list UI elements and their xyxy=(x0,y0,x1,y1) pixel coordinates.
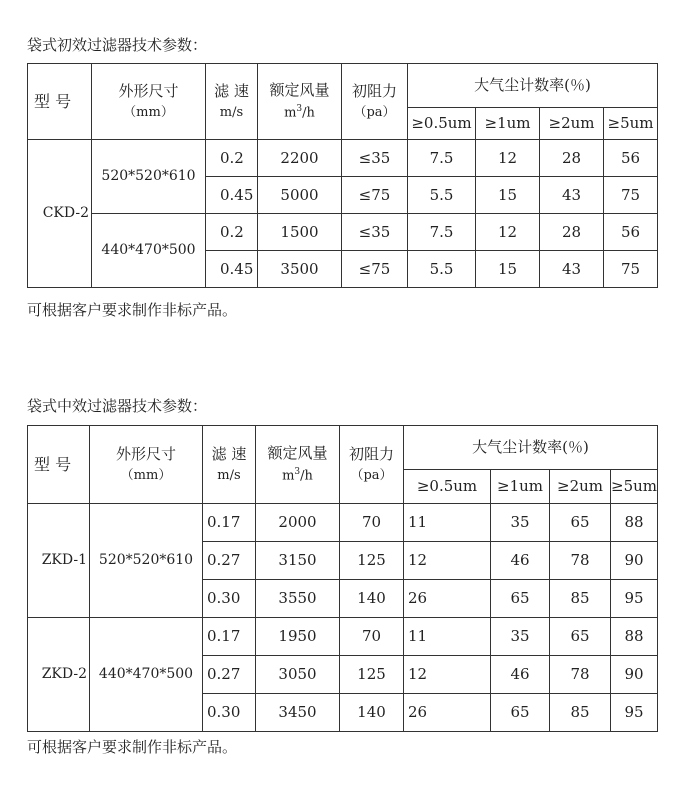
header-resistance xyxy=(342,64,408,140)
airflow-cell: 1500 xyxy=(258,214,342,251)
eff-cell: 12 xyxy=(404,542,491,580)
eff-cell: 65 xyxy=(550,504,611,542)
eff-cell: 28 xyxy=(540,140,604,177)
model-cell: ZKD-2 xyxy=(28,618,90,732)
eff-cell: 75 xyxy=(604,177,658,214)
resistance-cell: ≤75 xyxy=(342,251,408,288)
table-row xyxy=(28,504,658,542)
airflow-cell: 5000 xyxy=(258,177,342,214)
header-speed xyxy=(203,426,256,504)
eff-cell: 95 xyxy=(611,580,658,618)
header-efficiency: 大气尘计数率(％) xyxy=(408,64,658,108)
header-dimension-unit: （mm） xyxy=(123,104,174,120)
airflow-cell: 1950 xyxy=(256,618,340,656)
header-speed-label: 滤 速 xyxy=(211,445,247,464)
header-airflow-unit: $m^3/h$ xyxy=(284,103,315,121)
eff-cell: 7.5 xyxy=(408,214,476,251)
eff-cell: 78 xyxy=(550,542,611,580)
eff-cell: 28 xyxy=(540,214,604,251)
eff-cell: 12 xyxy=(476,214,540,251)
header-eff-col-3: ≥2um xyxy=(550,470,611,504)
speed-cell: 0.2 xyxy=(206,214,258,251)
eff-cell: 12 xyxy=(404,656,491,694)
table1-note: 可根据客户要求制作非标产品。 xyxy=(27,301,238,319)
resistance-cell: 70 xyxy=(340,504,404,542)
table1-caption: 袋式初效过滤器技术参数： xyxy=(27,36,208,54)
table-row xyxy=(28,618,658,656)
eff-cell: 7.5 xyxy=(408,140,476,177)
speed-cell: 0.17 xyxy=(203,504,256,542)
eff-cell: 35 xyxy=(491,618,550,656)
airflow-cell: 3050 xyxy=(256,656,340,694)
eff-cell: 78 xyxy=(550,656,611,694)
eff-cell: 90 xyxy=(611,656,658,694)
eff-cell: 12 xyxy=(476,140,540,177)
resistance-cell: ≤35 xyxy=(342,140,408,177)
eff-cell: 15 xyxy=(476,177,540,214)
eff-cell: 65 xyxy=(491,694,550,732)
primary-filter-spec-table xyxy=(27,63,658,288)
eff-cell: 15 xyxy=(476,251,540,288)
eff-cell: 56 xyxy=(604,214,658,251)
eff-cell: 46 xyxy=(491,542,550,580)
header-dimension-label: 外形尺寸 xyxy=(118,82,179,101)
dimension-cell: 440*470*500 xyxy=(92,214,206,288)
resistance-cell: 70 xyxy=(340,618,404,656)
header-model: 型 号 xyxy=(28,64,92,140)
dimension-cell: 520*520*610 xyxy=(92,140,206,214)
dimension-cell: 440*470*500 xyxy=(90,618,203,732)
speed-cell: 0.2 xyxy=(206,140,258,177)
resistance-cell: 125 xyxy=(340,656,404,694)
header-eff-col-4: ≥5um xyxy=(604,108,658,140)
eff-cell: 11 xyxy=(404,504,491,542)
table-row xyxy=(28,140,658,177)
eff-cell: 5.5 xyxy=(408,177,476,214)
eff-cell: 65 xyxy=(491,580,550,618)
header-model: 型 号 xyxy=(28,426,90,504)
header-airflow xyxy=(256,426,340,504)
header-eff-col-1: ≥0.5um xyxy=(408,108,476,140)
eff-cell: 88 xyxy=(611,504,658,542)
header-dimension-unit: （mm） xyxy=(120,467,172,483)
header-dimension xyxy=(92,64,206,140)
header-eff-col-3: ≥2um xyxy=(540,108,604,140)
speed-cell: 0.30 xyxy=(203,694,256,732)
header-speed-label: 滤 速 xyxy=(214,82,249,101)
header-speed-unit: m/s xyxy=(217,467,241,483)
eff-cell: 85 xyxy=(550,694,611,732)
header-eff-col-4: ≥5um xyxy=(611,470,658,504)
table-row xyxy=(28,214,658,251)
header-dimension-label: 外形尺寸 xyxy=(115,445,176,464)
eff-cell: 26 xyxy=(404,694,491,732)
airflow-cell: 3500 xyxy=(258,251,342,288)
airflow-cell: 2000 xyxy=(256,504,340,542)
header-resistance-label: 初阻力 xyxy=(348,445,394,464)
airflow-cell: 3450 xyxy=(256,694,340,732)
header-dimension xyxy=(90,426,203,504)
eff-cell: 95 xyxy=(611,694,658,732)
speed-cell: 0.45 xyxy=(206,177,258,214)
header-speed xyxy=(206,64,258,140)
speed-cell: 0.30 xyxy=(203,580,256,618)
speed-cell: 0.27 xyxy=(203,656,256,694)
table2-note: 可根据客户要求制作非标产品。 xyxy=(27,738,238,756)
header-airflow-label: 额定风量 xyxy=(267,444,328,463)
resistance-cell: 140 xyxy=(340,580,404,618)
eff-cell: 43 xyxy=(540,251,604,288)
eff-cell: 43 xyxy=(540,177,604,214)
resistance-cell: ≤35 xyxy=(342,214,408,251)
table2-caption: 袋式中效过滤器技术参数： xyxy=(27,397,208,415)
eff-cell: 88 xyxy=(611,618,658,656)
eff-cell: 5.5 xyxy=(408,251,476,288)
airflow-cell: 2200 xyxy=(258,140,342,177)
header-resistance xyxy=(340,426,404,504)
eff-cell: 26 xyxy=(404,580,491,618)
model-cell: ZKD-1 xyxy=(28,504,90,618)
header-airflow xyxy=(258,64,342,140)
header-airflow-unit: $m^3/h$ xyxy=(282,466,313,484)
resistance-cell: 125 xyxy=(340,542,404,580)
eff-cell: 90 xyxy=(611,542,658,580)
airflow-cell: 3550 xyxy=(256,580,340,618)
resistance-cell: ≤75 xyxy=(342,177,408,214)
resistance-cell: 140 xyxy=(340,694,404,732)
eff-cell: 46 xyxy=(491,656,550,694)
dimension-cell: 520*520*610 xyxy=(90,504,203,618)
eff-cell: 85 xyxy=(550,580,611,618)
eff-cell: 65 xyxy=(550,618,611,656)
eff-cell: 35 xyxy=(491,504,550,542)
speed-cell: 0.27 xyxy=(203,542,256,580)
header-airflow-label: 额定风量 xyxy=(269,81,330,100)
header-speed-unit: m/s xyxy=(219,104,244,120)
header-efficiency: 大气尘计数率(％) xyxy=(404,426,658,470)
header-resistance-unit: （pa） xyxy=(350,467,393,483)
header-eff-col-2: ≥1um xyxy=(476,108,540,140)
medium-filter-spec-table xyxy=(27,425,658,732)
model-cell: CKD-2 xyxy=(28,140,92,288)
header-eff-col-2: ≥1um xyxy=(491,470,550,504)
header-eff-col-1: ≥0.5um xyxy=(404,470,491,504)
eff-cell: 75 xyxy=(604,251,658,288)
speed-cell: 0.45 xyxy=(206,251,258,288)
header-resistance-label: 初阻力 xyxy=(351,82,397,101)
eff-cell: 56 xyxy=(604,140,658,177)
airflow-cell: 3150 xyxy=(256,542,340,580)
speed-cell: 0.17 xyxy=(203,618,256,656)
eff-cell: 11 xyxy=(404,618,491,656)
header-resistance-unit: （pa） xyxy=(353,104,396,120)
